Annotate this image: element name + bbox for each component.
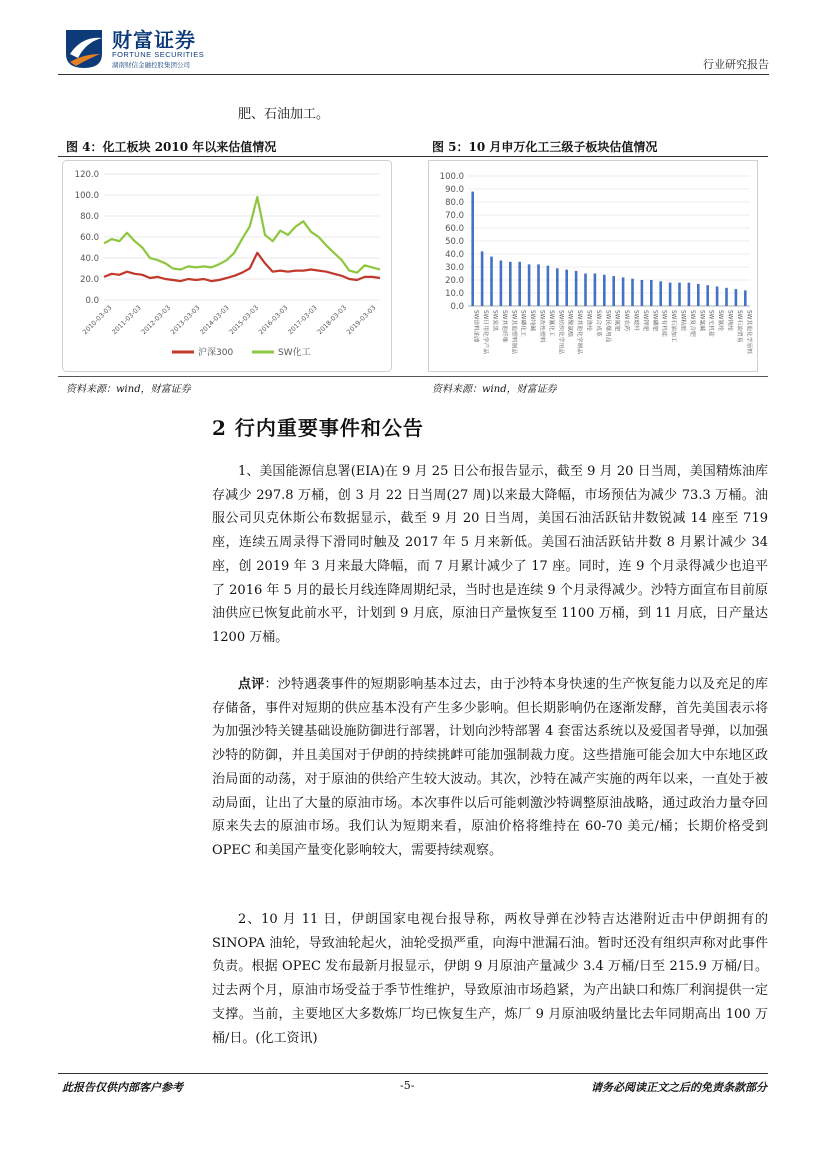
y-tick-label: 120.0 — [74, 170, 99, 180]
logo-name-en: FORTUNE SECURITIES — [112, 50, 205, 59]
y-tick-label: 20.0 — [445, 276, 464, 286]
fig5-source: 资料来源：wind，财富证券 — [432, 384, 557, 395]
paragraph-1: 1、美国能源信息署(EIA)在 9 月 25 日公布报告显示，截至 9 月 20 日当周，美国精炼油库存减少 297.8 万桶，创 3 月 22 日当周(27 周)以来最大降幅，市场预估为减少 73.3 万桶。油服公司贝克休斯公布数据显示，截至 9 月 20 日当周，美国石油活跃钻井数锐减 14 座至 719 座，连续五周录得下滑同时触及 2017 年 5 月来新低。美国石油活跃钻井数 8 月累计减少 34 座，创 2019 年 3 月来最大降幅，而 7 月累计减少了 17 座。同时，连 9 个月录得减少也追平了 2016 年 5 月的最长月线连降周期纪录，当时也是连续 9 个月录得减少。沙特方面宣布目前原油供应已恢复此前水平，计划到 9 月底，原油日产量恢复至 1100 万桶，到 11 月底，日产量达 1200 万桶。 — [212, 464, 768, 645]
x-tick-label: SW磷肥 — [651, 310, 658, 332]
bar-SW石油加工 — [669, 283, 672, 306]
x-tick-label: 2015-03-03 — [227, 303, 261, 337]
bar-SW有机硅 — [659, 281, 662, 306]
bar-SW改性塑料 — [537, 264, 540, 306]
y-tick-label: 100.0 — [74, 191, 99, 201]
y-tick-label: 90.0 — [445, 185, 464, 195]
bar-SW农药 — [622, 277, 625, 306]
x-tick-label: SW有机硅 — [660, 310, 667, 337]
bar-SW石油贸易 — [735, 289, 738, 306]
x-tick-label: SW合成革 — [594, 310, 601, 337]
fig4-line-chart — [62, 160, 392, 372]
bar-SW纯碱 — [528, 264, 531, 306]
x-tick-label: SW日用化学产品 — [482, 310, 489, 355]
bar-SW氨纶 — [716, 287, 719, 307]
x-tick-label: SW氨纶 — [717, 310, 724, 332]
x-tick-label: SW其他塑料制品 — [510, 310, 517, 355]
header-divider — [58, 74, 769, 75]
page-number: -5- — [400, 1079, 415, 1092]
company-logo-icon — [62, 24, 106, 70]
x-tick-label: SW锦纶 — [726, 310, 733, 332]
bar-SW氮肥 — [612, 276, 615, 306]
x-tick-label: SW聚氨酯 — [566, 310, 573, 337]
bar-SW钾肥 — [641, 280, 644, 306]
x-tick-label: SW氯碱 — [698, 310, 705, 332]
x-tick-label: SW玻纤 — [632, 310, 639, 332]
y-tick-label: 70.0 — [445, 211, 464, 221]
bar-SW无机盐 — [706, 285, 709, 306]
x-tick-label: SW纯碱 — [529, 310, 536, 332]
y-tick-label: 20.0 — [80, 275, 99, 285]
bar-SW合成革 — [594, 274, 597, 307]
x-tick-label: SW磷化工 — [519, 310, 526, 337]
bar-SW炭黑 — [490, 257, 493, 306]
x-tick-label: SW民爆用品 — [604, 310, 611, 343]
y-tick-label: 10.0 — [445, 289, 464, 299]
bar-SW锦纶 — [725, 288, 728, 306]
y-tick-label: 60.0 — [445, 224, 464, 234]
footer-disclaimer-right: 请务必阅读正文之后的免责条款部分 — [591, 1081, 767, 1094]
bar-SW复合肥 — [688, 283, 691, 306]
y-tick-label: 40.0 — [80, 254, 99, 264]
intro-text: 肥、石油加工。 — [238, 107, 330, 122]
y-tick-label: 30.0 — [445, 263, 464, 273]
comment-text: ：沙特遇袭事件的短期影响基本过去，由于沙特本身快速的生产恢复能力以及充足的库存储备，事件对短期的供应基本没有产生多少影响。但长期影响仍在逐渐发酵，首先美国表示将为加强沙特关键基础设施防御进行部署，计划向沙特部署 4 套雷达系统以及爱国者导弹，以加强沙特的防御，并且美国对于伊朗的持续挑衅可能加强制裁力度。这些措施可能会加大中东地区政治局面的动荡，对于原油的供给产生较大波动。其次，沙特在减产实施的两年以来，一直处于被动局面，让出了大量的原油市场。本次事件以后可能刺激沙特调整原油战略，通过政治力量夺回原来失去的原油市场。我们认为短期来看，原油价格将维持在 60-70 美元/桶；长期价格受到 OPEC 和美国产量变化影响较大，需要持续观察。 — [212, 677, 768, 858]
y-tick-label: 0.0 — [450, 302, 464, 312]
x-tick-label: SW涂料油漆 — [472, 310, 479, 343]
fig4-source: 资料来源：wind，财富证券 — [66, 384, 191, 395]
comment-paragraph — [212, 673, 768, 863]
footer-divider — [58, 1073, 768, 1074]
x-tick-label: SW其他化学制品 — [576, 310, 583, 355]
bar-SW聚氨酯 — [565, 270, 568, 306]
bar-SW磷肥 — [650, 280, 653, 306]
bar-SW日用化学产品 — [481, 251, 484, 306]
x-tick-label: SW无机盐 — [707, 310, 714, 337]
x-tick-label: SW复合肥 — [688, 310, 695, 337]
bar-SW其他化学制品 — [575, 271, 578, 306]
y-tick-label: 0.0 — [85, 296, 99, 306]
x-tick-label: SW粘胶 — [679, 310, 686, 332]
paragraph-2: 2、10 月 11 日，伊朗国家电视台报导称，两枚导弹在沙特吉达港附近击中伊朗拥有的 SINOPA 油轮，导致油轮起火，油轮受损严重，向海中泄漏石油。暂时还没有组织声称对此事件负责。根据 OPEC 发布最新月报显示，伊朗 9 月原油产量减少 3.4 万桶/日至 215.9 万桶/日。过去两个月，原油市场受益于季节性维护，导致原油市场趋紧，为产出缺口和炼厂利润提供一定支撑。当前，主要地区大多数炼厂均已恢复生产，炼厂 9 月原油吸纳量比去年同期高出 100 万桶/日。(化工资讯) — [212, 912, 768, 1046]
bar-SW氯碱 — [697, 284, 700, 306]
x-tick-label: 2017-03-03 — [286, 303, 319, 337]
x-tick-label: SW氮肥 — [613, 310, 620, 332]
x-tick-label: 2010-03-03 — [81, 303, 114, 337]
bar-SW粘胶 — [678, 283, 681, 306]
x-tick-label: SW石油加工 — [670, 310, 677, 343]
comment-label: 点评 — [238, 677, 265, 692]
report-type: 行业研究报告 — [703, 58, 769, 71]
bar-SW其他塑料制品 — [509, 262, 512, 306]
x-tick-label: 2011-03-03 — [110, 303, 143, 337]
x-tick-label: 2016-03-03 — [257, 303, 290, 337]
legend-label: SW化工 — [278, 348, 311, 358]
fig5-title: 图 5：10 月申万化工三级子板块估值情况 — [432, 140, 658, 154]
x-tick-label: SW其他纤维 — [500, 310, 507, 343]
x-tick-label: 2013-03-03 — [169, 303, 202, 337]
bar-SW涂料油漆 — [471, 192, 474, 306]
x-tick-label: 2014-03-03 — [198, 303, 231, 337]
logo-subtitle: 湖南财信金融控股集团公司 — [112, 62, 190, 69]
x-tick-label: SW其他化学原料 — [745, 310, 752, 355]
x-tick-label: 2018-03-03 — [315, 303, 349, 337]
bar-SW其他纤维 — [500, 261, 503, 307]
bar-SW磷化工 — [518, 262, 521, 306]
x-tick-label: SW农药 — [623, 310, 630, 332]
legend-label: 沪深300 — [198, 348, 234, 358]
y-tick-label: 80.0 — [445, 198, 464, 208]
figure-bottom-rule — [58, 376, 768, 377]
x-tick-label: SW钾肥 — [641, 310, 648, 332]
fig4-title: 图 4：化工板块 2010 年以来估值情况 — [66, 140, 277, 154]
x-tick-label: SW纺织化学用品 — [557, 310, 564, 355]
bar-SW玻纤 — [631, 279, 634, 306]
bar-SW氟化工 — [547, 266, 550, 306]
bar-SW纺织化学用品 — [556, 268, 559, 306]
bar-SW民爆用品 — [603, 275, 606, 306]
x-tick-label: 2019-03-03 — [345, 303, 378, 337]
y-tick-label: 100.0 — [439, 172, 464, 182]
x-tick-label: SW炭黑 — [491, 310, 498, 332]
section-title: 2 行内重要事件和公告 — [212, 416, 424, 440]
x-tick-label: SW改性塑料 — [538, 310, 545, 343]
y-tick-label: 40.0 — [445, 250, 464, 260]
x-tick-label: SW石油贸易 — [735, 310, 742, 343]
x-tick-label: 2012-03-03 — [139, 303, 173, 337]
fig5-bar-chart — [428, 160, 758, 372]
bar-SW其他化学原料 — [744, 290, 747, 306]
footer-disclaimer-left: 此报告仅供内部客户参考 — [62, 1081, 183, 1094]
bar-SW涤纶 — [584, 274, 587, 307]
figure-top-rule — [58, 156, 768, 157]
x-tick-label: SW涤纶 — [585, 310, 592, 332]
logo-name-cn: 财富证券 — [112, 28, 196, 52]
x-tick-label: SW氟化工 — [547, 310, 554, 337]
y-tick-label: 60.0 — [80, 233, 99, 243]
y-tick-label: 50.0 — [445, 237, 464, 247]
y-tick-label: 80.0 — [80, 212, 99, 222]
